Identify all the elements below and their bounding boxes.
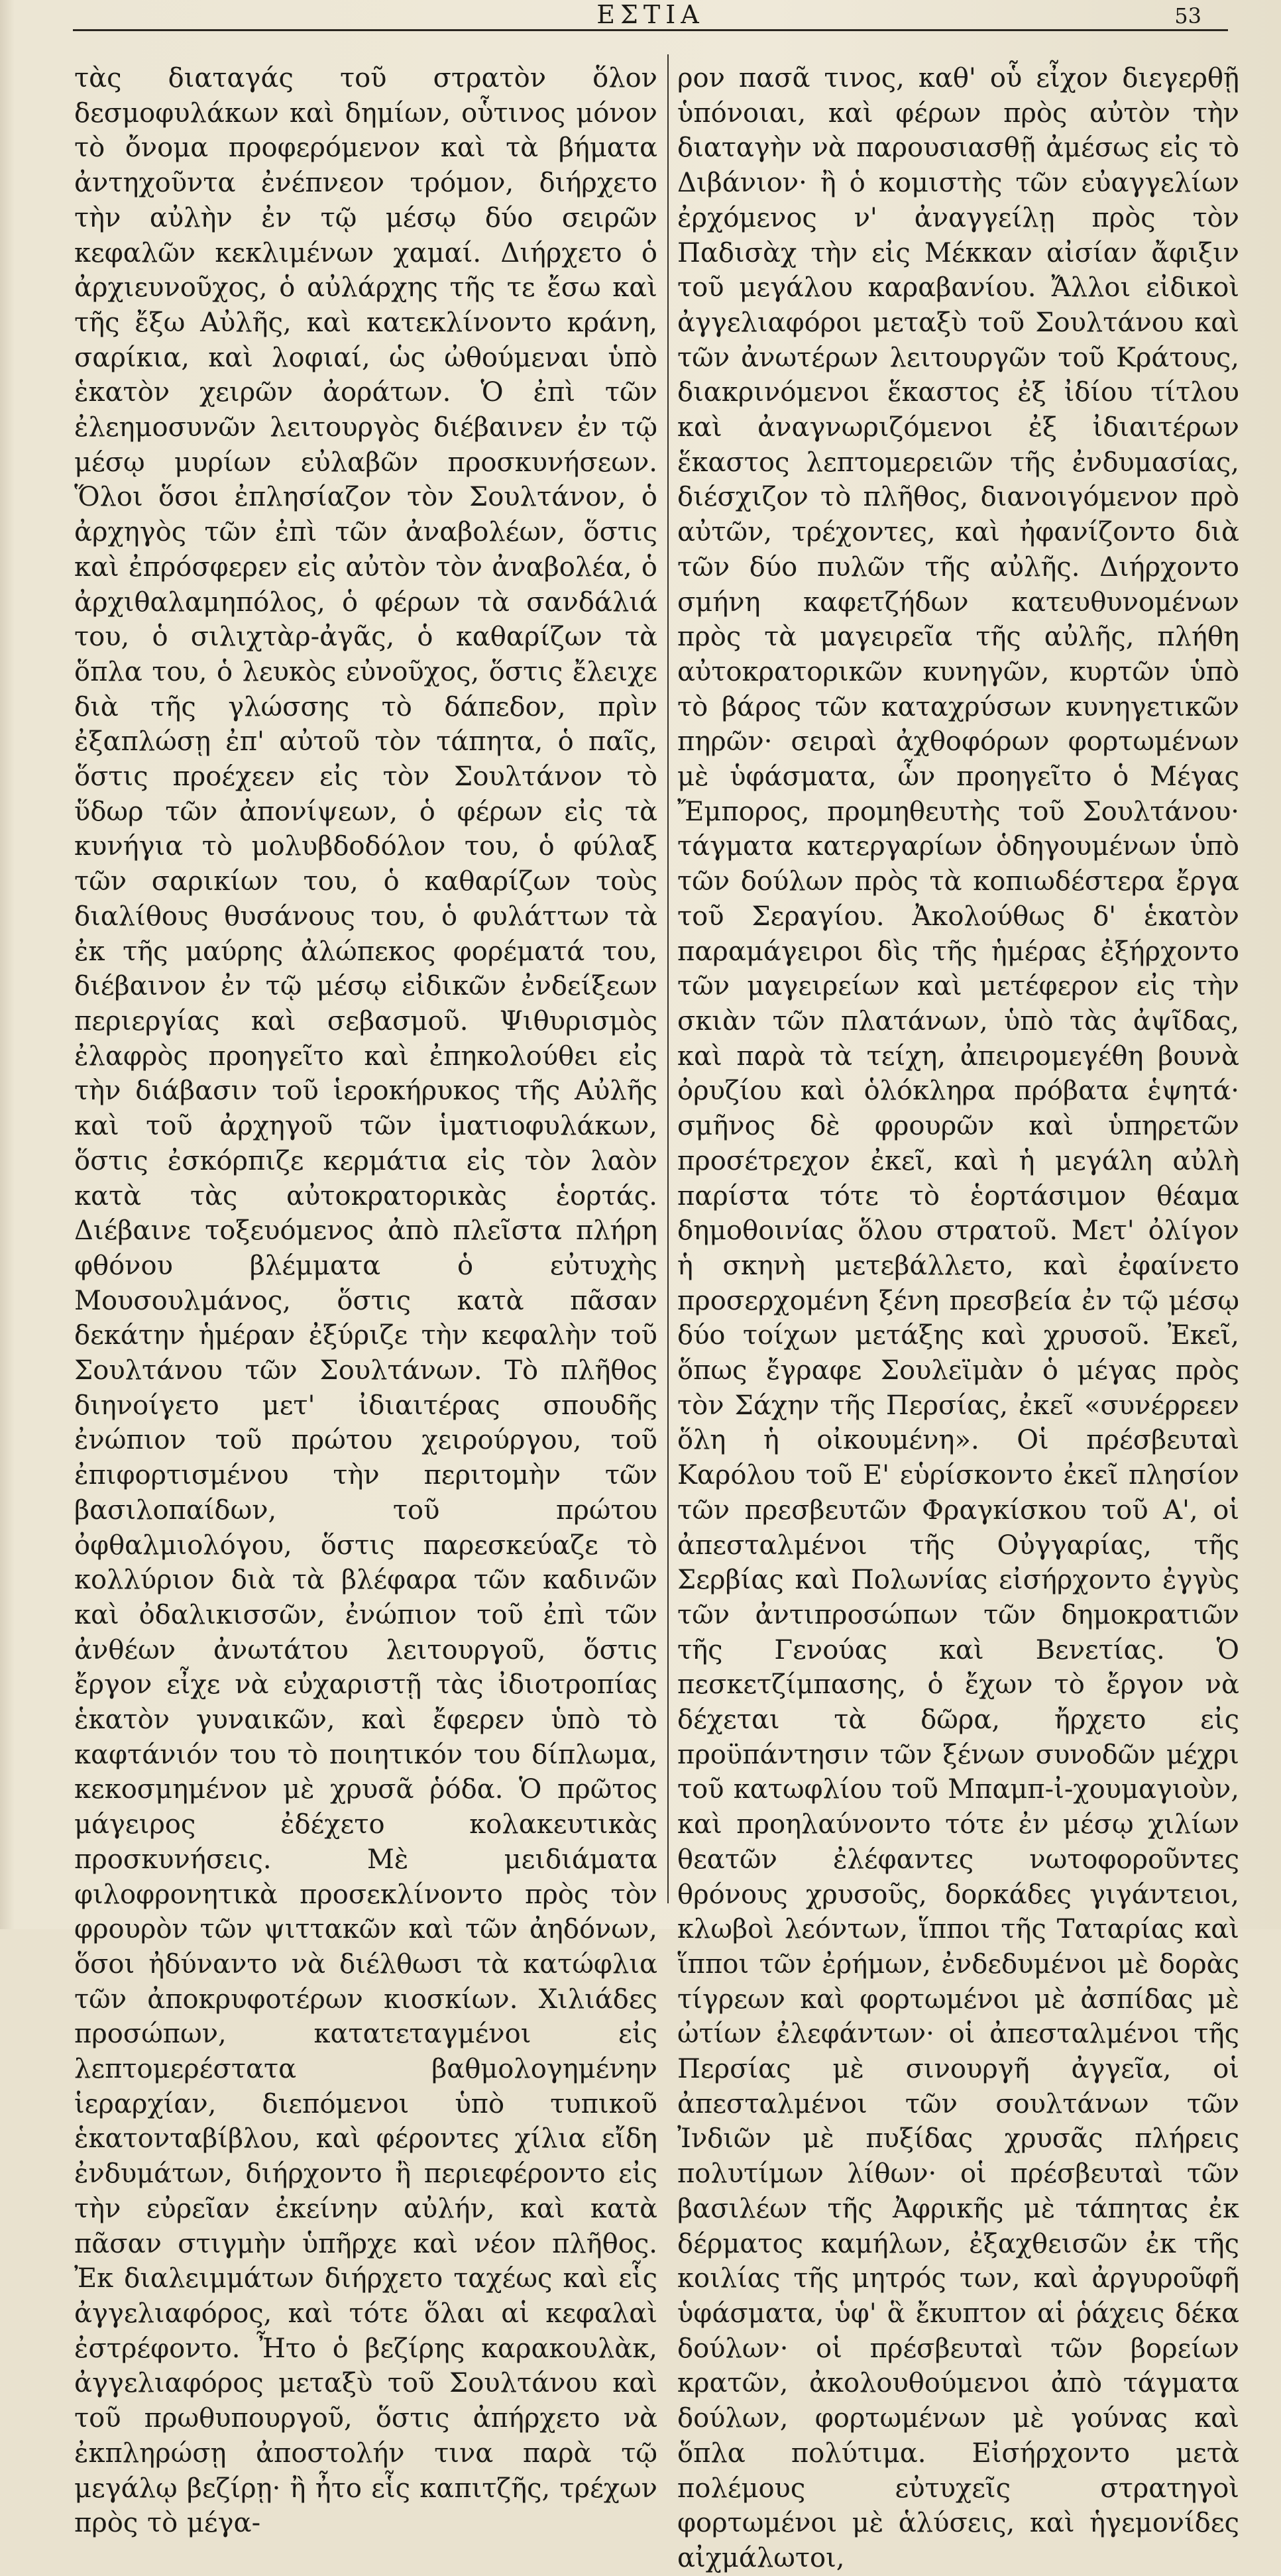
right-column-text: ρον πασᾶ τινος, καθ' οὗ εἶχον διεγερθῇ ὑπόνοιαι, καὶ φέρων πρὸς αὐτὸν τὴν διαταγὴν νὰ παρουσιασθῇ ἀμέσως εἰς τὸ Διβάνιον· ἢ ὁ κομιστὴς τῶν εὐαγγελίων ἐρχόμενος ν' ἀναγγείλῃ πρὸς τὸν Παδισὰχ τὴν εἰς Μέκκαν αἰσίαν ἄφιξιν τοῦ μεγάλου καραβανίου. Ἄλλοι εἰδικοὶ ἀγγελιαφόροι μεταξὺ τοῦ Σουλτάνου καὶ τῶν ἀνωτέρων λειτουργῶν τοῦ Κράτους, διακρινόμενοι ἕκαστος ἐξ ἰδίου τίτλου καὶ ἀναγνωριζόμενοι ἐξ ἰδιαιτέρων ἕκαστος λεπτομερειῶν τῆς ἐνδυμασίας, διέσχιζον τὸ πλῆθος, διανοιγόμενον πρὸ αὐτῶν, τρέχοντες, καὶ ἠφανίζοντο διὰ τῶν δύο πυλῶν τῆς αὐλῆς. Διήρχοντο σμήνη καφετζήδων κατευθυνομένων πρὸς τὰ μαγειρεῖα τῆς αὐλῆς, πλήθη αὐτοκρατορικῶν κυνηγῶν, κυρτῶν ὑπὸ τὸ βάρος τῶν καταχρύσων κυνηγετικῶν πηρῶν· σειραὶ ἀχθοφόρων φορτωμένων μὲ ὑφάσματα, ὧν προηγεῖτο ὁ Μέγας Ἔμπορος, προμηθευτὴς τοῦ Σουλτάνου· τάγματα κατεργαρίων ὁδηγουμένων ὑπὸ τῶν δούλων πρὸς τὰ κοπιωδέστερα ἔργα τοῦ Σεραγίου. Ἀκολούθως δ' ἑκατὸν παραμάγειροι δὶς τῆς ἡμέρας ἐξήρχοντο τῶν μαγειρείων καὶ μετέφερον εἰς τὴν σκιὰν τῶν πλατάνων, ὑπὸ τὰς ἀψῖδας, καὶ παρὰ τὰ τείχη, ἀπειρομεγέθη βουνὰ ὀρυζίου καὶ ὁλόκληρα πρόβατα ἑψητά· σμῆνος δὲ φρουρῶν καὶ ὑπηρετῶν προσέτρεχον ἐκεῖ, καὶ ἡ μεγάλη αὐλὴ παρίστα τότε τὸ ἑορτάσιμον θέαμα δημοθοινίας ὅλου στρατοῦ. Μετ' ὀλίγον ἡ σκηνὴ μετεβάλλετο, καὶ ἐφαίνετο προσερχομένη ξένη πρεσβεία ἐν τῷ μέσῳ δύο τοίχων μετάξης καὶ χρυσοῦ. Ἐκεῖ, ὅπως ἔγραφε Σουλεϊμὰν ὁ μέγας πρὸς τὸν Σάχην τῆς Περσίας, ἐκεῖ «συνέρρεεν ὅλη ἡ οἰκουμένη». Οἱ πρέσβευταὶ Καρόλου τοῦ Ε' εὑρίσκοντο ἐκεῖ πλησίον τῶν πρεσβευτῶν Φραγκίσκου τοῦ Α', οἱ ἀπεσταλμένοι τῆς Οὐγγαρίας, τῆς Σερβίας καὶ Πολωνίας εἰσήρχοντο ἐγγὺς τῶν ἀντιπροσώπων τῶν δημοκρατιῶν τῆς Γενούας καὶ Βενετίας. Ὁ πεσκετζίμπασης, ὁ ἔχων τὸ ἔργον νὰ δέχεται τὰ δῶρα, ἤρχετο εἰς προϋπάντησιν τῶν ξένων συνοδῶν μέχρι τοῦ κατωφλίου τοῦ Μπαμπ-ἰ-χουμαγιοὺν, καὶ προηλαύνοντο τότε ἐν μέσῳ χιλίων θεατῶν ἐλέφαντες νωτοφοροῦντες θρόνους χρυσοῦς, δορκάδες γιγάντειοι, κλωβοὶ λεόντων, ἵπποι τῆς Ταταρίας καὶ ἵπποι τῶν ἐρήμων, ἐνδεδυμένοι μὲ δορὰς τίγρεων καὶ φορτωμένοι μὲ ἀσπίδας μὲ ὠτίων ἐλεφάντων· οἱ ἀπεσταλμένοι τῆς Περσίας μὲ σινουργῆ ἀγγεῖα, οἱ ἀπεσταλμένοι τῶν σουλτάνων τῶν Ἰνδιῶν μὲ πυξίδας χρυσᾶς πλήρεις πολυτίμων λίθων· οἱ πρέσβευταὶ τῶν βασιλέων τῆς Ἀφρικῆς μὲ τάπητας ἐκ δέρματος καμήλων, ἐξαχθεισῶν ἐκ τῆς κοιλίας τῆς μητρός των, καὶ ἀργυροῦφῆ ὑφάσματα, ὑφ' ἃ ἔκυπτον αἱ ῥάχεις δέκα δούλων· οἱ πρέσβευταὶ τῶν βορείων κρατῶν, ἀκολουθούμενοι ἀπὸ τάγματα δούλων, φορτωμένων μὲ γούνας καὶ ὅπλα πολύτιμα. Εἰσήρχοντο μετὰ πολέμους εὐτυχεῖς στρατηγοὶ φορτωμένοι μὲ ἁλύσεις, καὶ ἡγεμονίδες αἰχμάλωτοι, (677, 63, 1239, 2573)
running-title: ΕΣΤΙΑ (596, 0, 704, 29)
left-column (74, 61, 657, 2541)
page-number: 53 (1174, 3, 1201, 28)
right-column (677, 61, 1239, 2576)
page-header (73, 0, 1228, 31)
left-column-text: τὰς διαταγάς τοῦ στρατὸν ὅλον δεσμοφυλάκων καὶ δημίων, οὗτινος μόνον τὸ ὄνομα προφερόμενον καὶ τὰ βήματα ἀντηχοῦντα ἐνέπνεον τρόμον, διήρχετο τὴν αὐλὴν ἐν τῷ μέσῳ δύο σειρῶν κεφαλῶν κεκλιμένων χαμαί. Διήρχετο ὁ ἀρχιευνοῦχος, ὁ αὐλάρχης τῆς τε ἔσω καὶ τῆς ἔξω Αὐλῆς, καὶ κατεκλίνοντο κράνη, σαρίκια, καὶ λοφιαί, ὡς ὠθούμεναι ὑπὸ ἑκατὸν χειρῶν ἀοράτων. Ὁ ἐπὶ τῶν ἐλεημοσυνῶν λειτουργὸς διέβαινεν ἐν τῷ μέσῳ μυρίων εὐλαβῶν προσκυνήσεων. Ὅλοι ὅσοι ἐπλησίαζον τὸν Σουλτάνον, ὁ ἀρχηγὸς τῶν ἐπὶ τῶν ἀναβολέων, ὅστις καὶ ἐπρόσφερεν εἰς αὐτὸν τὸν ἀναβολέα, ὁ ἀρχιθαλαμηπόλος, ὁ φέρων τὰ σανδάλιά του, ὁ σιλιχτὰρ-ἀγᾶς, ὁ καθαρίζων τὰ ὅπλα του, ὁ λευκὸς εὐνοῦχος, ὅστις ἔλειχε διὰ τῆς γλώσσης τὸ δάπεδον, πρὶν ἐξαπλώσῃ ἐπ' αὐτοῦ τὸν τάπητα, ὁ παῖς, ὅστις προέχεεν εἰς τὸν Σουλτάνον τὸ ὕδωρ τῶν ἀπονίψεων, ὁ φέρων εἰς τὰ κυνήγια τὸ μολυβδοδόλον του, ὁ φύλαξ τῶν σαρικίων του, ὁ καθαρίζων τοὺς διαλίθους θυσάνους του, ὁ φυλάττων τὰ ἐκ τῆς μαύρης ἀλώπεκος φορέματά του, διέβαινον ἐν τῷ μέσῳ εἰδικῶν ἐνδείξεων περιεργίας καὶ σεβασμοῦ. Ψιθυρισμὸς ἐλαφρὸς προηγεῖτο καὶ ἐπηκολούθει εἰς τὴν διάβασιν τοῦ ἱεροκήρυκος τῆς Αὐλῆς καὶ τοῦ ἀρχηγοῦ τῶν ἱματιοφυλάκων, ὅστις ἐσκόρπιζε κερμάτια εἰς τὸν λαὸν κατὰ τὰς αὐτοκρατορικὰς ἑορτάς. Διέβαινε τοξευόμενος ἀπὸ πλεῖστα πλήρη φθόνου βλέμματα ὁ εὐτυχὴς Μουσουλμάνος, ὅστις κατὰ πᾶσαν δεκάτην ἡμέραν ἐξύριζε τὴν κεφαλὴν τοῦ Σουλτάνου τῶν Σουλτάνων. Τὸ πλῆθος διηνοίγετο μετ' ἰδιαιτέρας σπουδῆς ἐνώπιον τοῦ πρώτου χειρούργου, τοῦ ἐπιφορτισμένου τὴν περιτομὴν τῶν βασιλοπαίδων, τοῦ πρώτου ὀφθαλμιολόγου, ὅστις παρεσκεύαζε τὸ κολλύριον διὰ τὰ βλέφαρα τῶν καδινῶν καὶ ὀδαλικισσῶν, ἐνώπιον τοῦ ἐπὶ τῶν ἀνθέων ἀνωτάτου λειτουργοῦ, ὅστις ἔργον εἶχε νὰ εὐχαριστῇ τὰς ἰδιοτροπίας ἑκατὸν γυναικῶν, καὶ ἔφερεν ὑπὸ τὸ καφτάνιόν του τὸ ποιητικόν του δίπλωμα, κεκοσμημένον μὲ χρυσᾶ ῥόδα. Ὁ πρῶτος μάγειρος ἐδέχετο κολακευτικὰς προσκυνήσεις. Μὲ μειδιάματα φιλοφρονητικὰ προσεκλίνοντο πρὸς τὸν φρουρὸν τῶν ψιττακῶν καὶ τῶν ἀηδόνων, ὅσοι ἠδύναντο νὰ διέλθωσι τὰ κατώφλια τῶν ἀποκρυφοτέρων κιοσκίων. Χιλιάδες προσώπων, κατατεταγμένοι εἰς λεπτομερέστατα βαθμολογημένην ἱεραρχίαν, διεπόμενοι ὑπὸ τυπικοῦ ἑκατονταβίβλου, καὶ φέροντες χίλια εἴδη ἐνδυμάτων, διήρχοντο ἢ περιεφέροντο εἰς τὴν εὐρεῖαν ἐκείνην αὐλήν, καὶ κατὰ πᾶσαν στιγμὴν ὑπῆρχε καὶ νέον πλῆθος. Ἐκ διαλειμμάτων διήρχετο ταχέως καὶ εἷς ἀγγελιαφόρος, καὶ τότε ὅλαι αἱ κεφαλαὶ ἐστρέφοντο. Ἦτο ὁ βεζίρης καρακουλὰκ, ἀγγελιαφόρος μεταξὺ τοῦ Σουλτάνου καὶ τοῦ πρωθυπουργοῦ, ὅστις ἀπήρχετο νὰ ἐκπληρώσῃ ἀποστολήν τινα παρὰ τῷ μεγάλῳ βεζίρῃ· ἢ ἦτο εἷς καπιτζῆς, τρέχων πρὸς τὸ μέγα- (74, 63, 657, 2539)
column-divider (667, 54, 669, 1903)
